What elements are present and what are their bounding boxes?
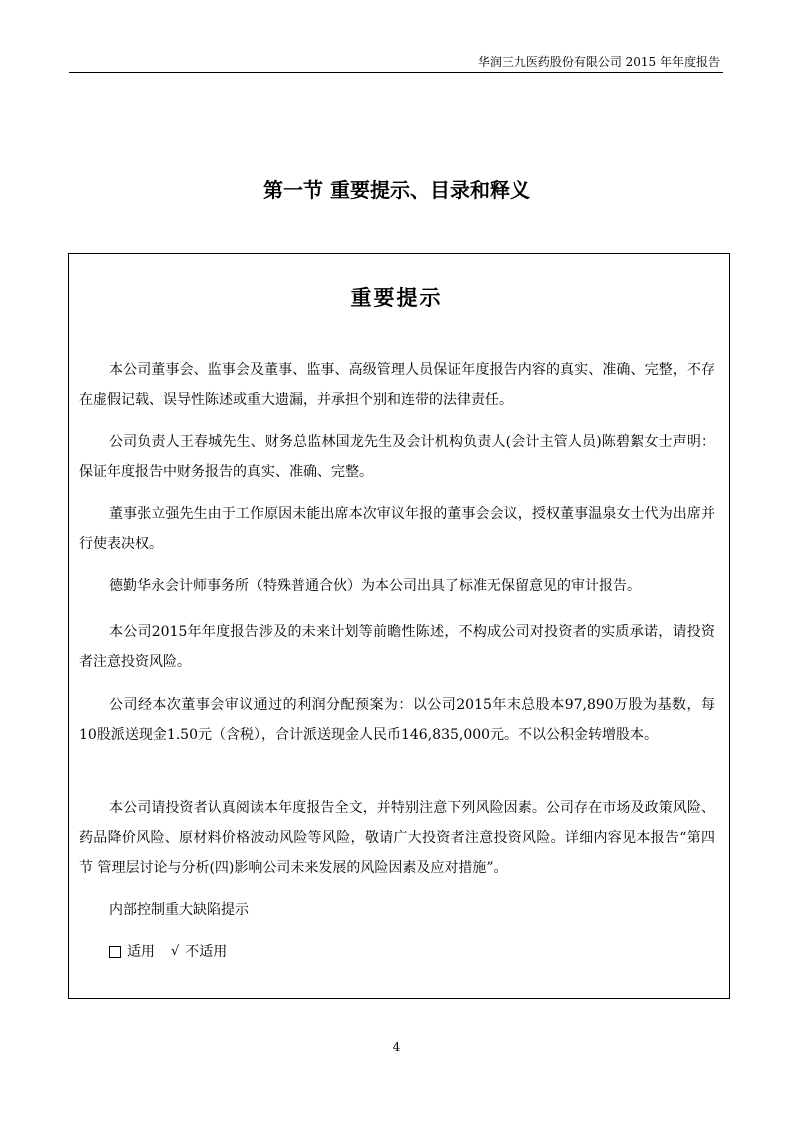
notice-paragraph-risk-factors: 本公司请投资者认真阅读本年度报告全文，并特别注意下列风险因素。公司存在市场及政策风险、药品降价风险、原材料价格波动风险等风险，敬请广大投资者注意投资风险。详细内容见本报告“第四节 管理层讨论与分析(四)影响公司未来发展的风险因素及应对措施”。 [79,800,715,876]
notice-paragraph-auditor: 德勤华永会计师事务所（特殊普通合伙）为本公司出具了标准无保留意见的审计报告。 [109,578,641,594]
notice-paragraph-forward-looking: 本公司2015年年度报告涉及的未来计划等前瞻性陈述，不构成公司对投资者的实质承诺，请投资者注意投资风险。 [79,624,715,670]
notice-paragraph-internal-control: 内部控制重大缺陷提示 [109,902,249,918]
notice-paragraph-responsibility: 本公司董事会、监事会及董事、监事、高级管理人员保证年度报告内容的真实、准确、完整，不存在虚假记载、误导性陈述或重大遗漏，并承担个别和连带的法律责任。 [79,362,715,408]
page-number: 4 [392,1040,401,1054]
section-title: 第一节 重要提示、目录和释义 [263,178,530,202]
applicable-label: 适用 [127,944,155,960]
not-applicable-label: 不适用 [185,944,228,960]
header-divider [69,72,723,73]
notice-paragraph-director-absence: 董事张立强先生由于工作原因未能出席本次审议年报的董事会会议，授权董事温泉女士代为出席并行使表决权。 [79,506,715,552]
applicable-checkbox [109,946,121,958]
notice-paragraph-financial-statement: 公司负责人王春城先生、财务总监林国龙先生及会计机构负责人(会计主管人员)陈碧絮女士声明：保证年度报告中财务报告的真实、准确、完整。 [79,434,715,480]
notice-title: 重要提示 [350,285,443,310]
check-mark-icon: √ [171,944,180,959]
notice-paragraph-profit-distribution: 公司经本次董事会审议通过的利润分配预案为：以公司2015年末总股本97,890万股为基数，每10股派送现金1.50元（含税），合计派送现金人民币146,835,000元。不以公积金转增股本。 [79,697,715,743]
report-header-title: 华润三九医药股份有限公司 2015 年年度报告 [477,55,720,69]
internal-control-options [109,941,227,963]
